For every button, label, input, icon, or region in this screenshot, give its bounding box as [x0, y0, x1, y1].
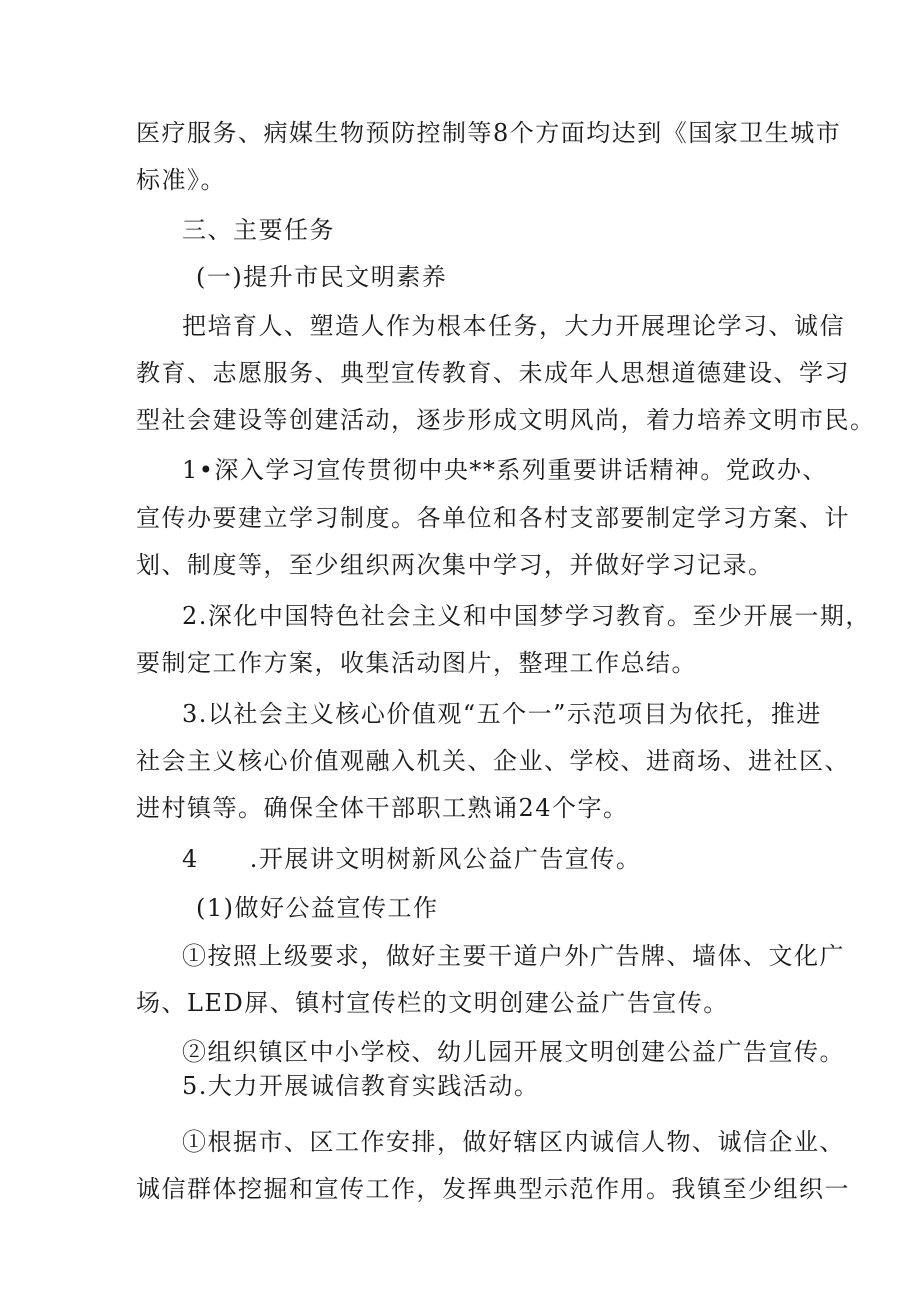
paragraph-line: 型社会建设等创建活动，逐步形成文明风尚，着力培养文明市民。 [136, 406, 876, 434]
paragraph-line: 划、制度等，至少组织两次集中学习，并做好学习记录。 [136, 551, 774, 579]
list-item-4: 4 .开展讲文明树新风公益广告宣传。 [182, 845, 642, 873]
paragraph-line: 宣传办要建立学习制度。各单位和各村支部要制定学习方案、计 [136, 504, 850, 532]
circled-item-2: ②组织镇区中小学校、幼儿园开展文明创建公益广告宣传。 [182, 1038, 845, 1066]
paragraph-line: 进村镇等。确保全体干部职工熟诵24个字。 [136, 794, 629, 822]
circled-item-1: ①按照上级要求，做好主要干道户外广告牌、墙体、文化广 [182, 942, 845, 970]
subsection-heading: (一)提升市民文明素养 [196, 263, 448, 291]
paragraph-line: 诚信群体挖掘和宣传工作，发挥典型示范作用。我镇至少组织一 [136, 1175, 850, 1203]
subitem-heading: (1)做好公益宣传工作 [196, 894, 439, 922]
section-heading: 三、主要任务 [182, 216, 335, 244]
paragraph-line: 社会主义核心价值观融入机关、企业、学校、进商场、进社区、 [136, 747, 850, 775]
list-item-1: 1•深入学习宣传贯彻中央**系列重要讲话精神。党政办、 [182, 456, 828, 484]
paragraph-line: 场、LED屏、镇村宣传栏的文明创建公益广告宣传。 [136, 989, 729, 1017]
list-item-5: 5.大力开展诚信教育实践活动。 [182, 1072, 540, 1100]
text-line: 标准》。 [136, 166, 226, 194]
text-line: 医疗服务、病媒生物预防控制等8个方面均达到《国家卫生城市 [136, 119, 842, 147]
paragraph-line: 把培育人、塑造人作为根本任务，大力开展理论学习、诚信 [182, 312, 845, 340]
list-item-2: 2.深化中国特色社会主义和中国梦学习教育。至少开展一期， [182, 602, 871, 630]
circled-item-1b: ①根据市、区工作安排，做好辖区内诚信人物、诚信企业、 [182, 1128, 845, 1156]
list-item-3: 3.以社会主义核心价值观“五个一”示范项目为依托，推进 [182, 700, 822, 728]
paragraph-line: 要制定工作方案，收集活动图片，整理工作总结。 [136, 649, 697, 677]
paragraph-line: 教育、志愿服务、典型宣传教育、未成年人思想道德建设、学习 [136, 359, 850, 387]
